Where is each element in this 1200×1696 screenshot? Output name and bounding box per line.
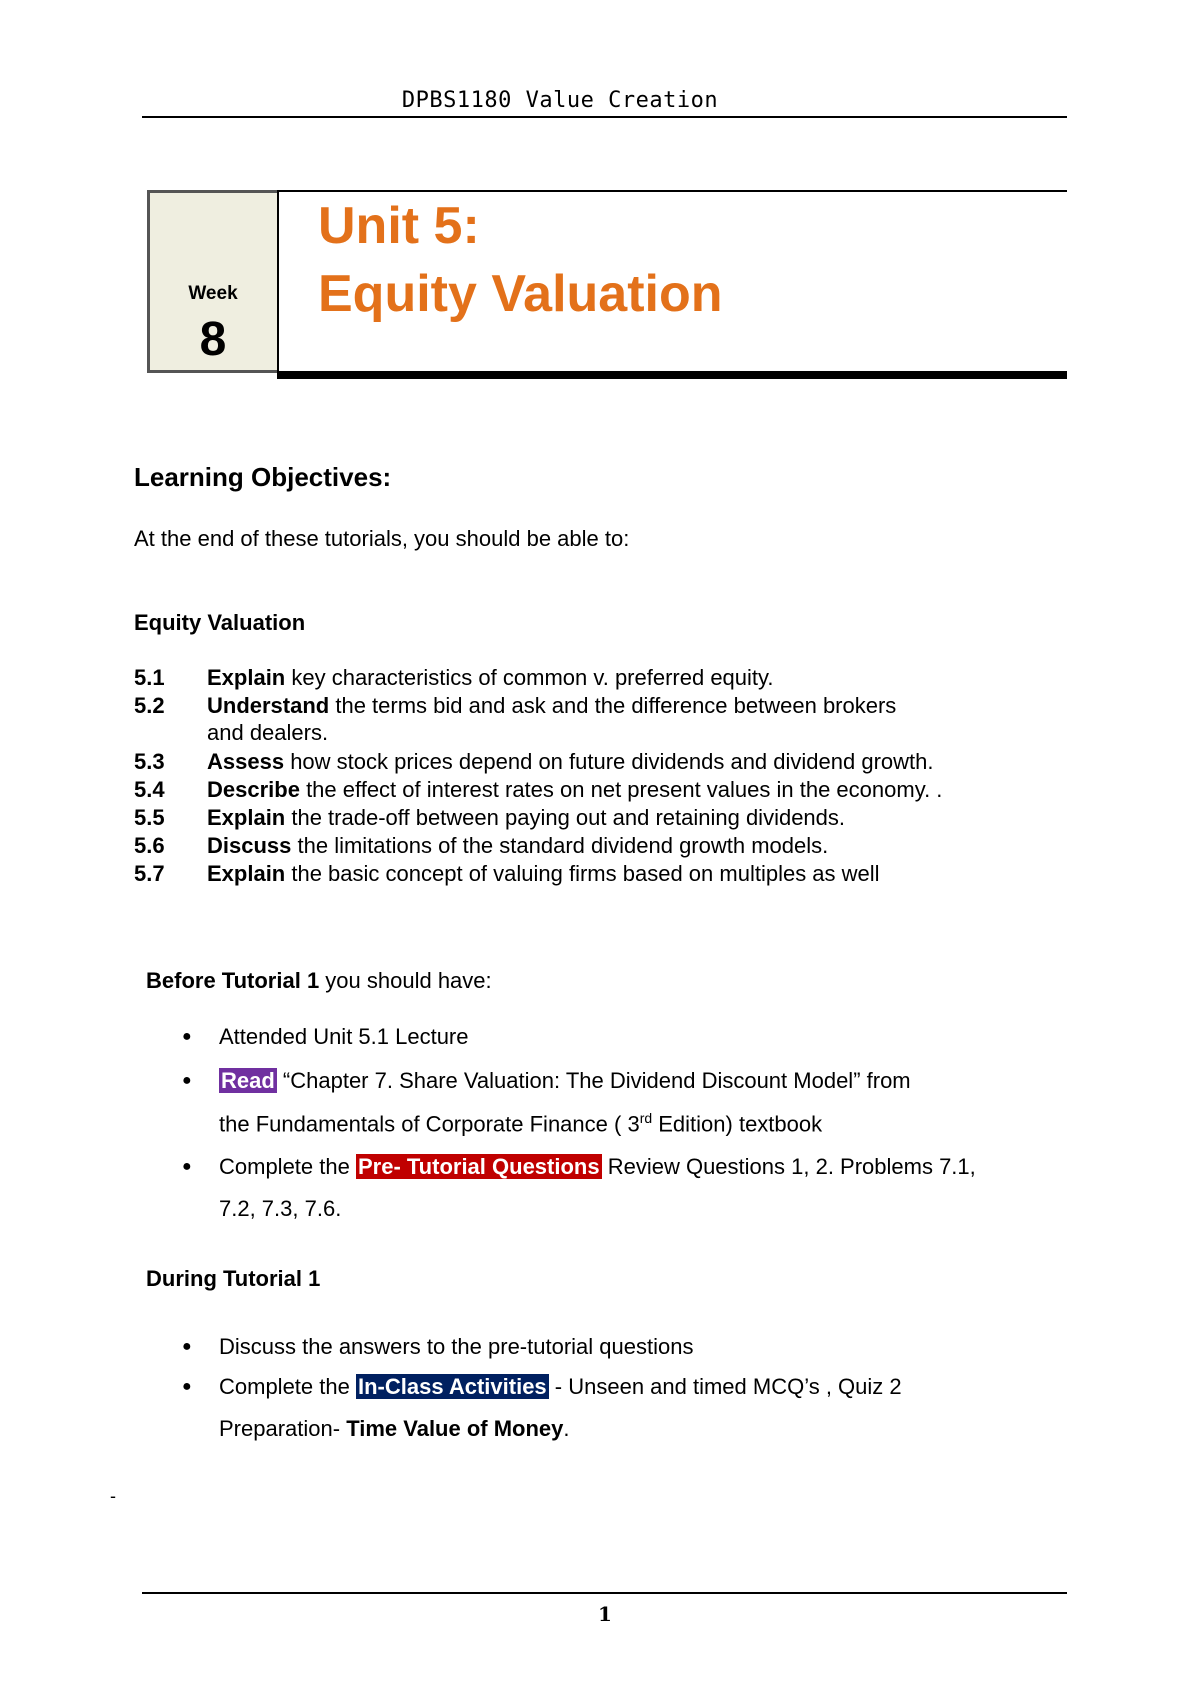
footer-rule [142, 1592, 1067, 1594]
bullet-dot-icon: ● [182, 1338, 192, 1355]
list-item-continuation [219, 1110, 822, 1137]
list-item-text: Preparation- [219, 1416, 347, 1441]
objective-number: 5.2 [134, 693, 165, 718]
bullet-dot-icon: ● [182, 1378, 192, 1395]
objective-verb: Explain [207, 665, 286, 690]
list-item-text: the Fundamentals of Corporate Finance ( 3 [219, 1111, 640, 1137]
objective-text: key characteristics of common v. preferred equity. [285, 665, 774, 690]
page-number: 1 [598, 1602, 612, 1626]
banner-left-rule [277, 190, 279, 373]
running-header: DPBS1180 Value Creation [401, 88, 719, 113]
week-number: 8 [199, 313, 227, 366]
bullet-dot-icon: ● [182, 1072, 192, 1089]
list-item-bold: Time Value of Money [346, 1416, 564, 1441]
list-item: Discuss the answers to the pre-tutorial questions [219, 1334, 694, 1359]
list-item-text: Complete the [219, 1374, 356, 1399]
list-item-text: “Chapter 7. Share Valuation: The Dividend Discount Model” from [276, 1068, 911, 1093]
list-item: Attended Unit 5.1 Lecture [219, 1024, 469, 1049]
objective-text: the limitations of the standard dividend growth models. [291, 833, 829, 858]
objective-verb: Explain [207, 861, 286, 886]
objective-text: the trade-off between paying out and retaining dividends. [285, 805, 846, 830]
objective-number: 5.7 [134, 861, 165, 886]
list-item-text: - Unseen and timed MCQ’s , Quiz 2 [548, 1374, 902, 1399]
objective-text: how stock prices depend on future dividends and dividend growth. [284, 749, 934, 774]
learning-objectives-intro: At the end of these tutorials, you should be able to: [134, 526, 630, 551]
in-class-highlight: In-Class Activities [357, 1374, 547, 1399]
unit-title-line1: Unit 5: [318, 197, 480, 255]
objective-number: 5.5 [134, 805, 165, 830]
objective-number: 5.4 [134, 777, 165, 802]
objective-verb: Describe [207, 777, 300, 802]
banner-bottom-rule [277, 371, 1067, 379]
objective-verb: Discuss [207, 833, 292, 858]
list-item-continuation [219, 1416, 570, 1442]
during-tutorial-heading: During Tutorial 1 [146, 1266, 321, 1291]
list-item-text: Edition) textbook [652, 1111, 823, 1137]
objective-verb: Explain [207, 805, 286, 830]
list-item [219, 1068, 911, 1094]
objective-continuation: and dealers. [207, 720, 329, 745]
list-item-text: Review Questions 1, 2. Problems 7.1, [601, 1154, 976, 1179]
before-tutorial-heading [146, 968, 492, 994]
objective-number: 5.3 [134, 749, 165, 774]
objective-text: the basic concept of valuing firms based on multiples as well [285, 861, 880, 886]
list-item-continuation: 7.2, 7.3, 7.6. [219, 1196, 342, 1221]
read-highlight: Read [221, 1068, 275, 1093]
bullet-dot-icon: ● [182, 1028, 192, 1045]
learning-objectives-heading: Learning Objectives: [134, 462, 392, 492]
list-item-text: . [563, 1416, 570, 1441]
pre-tutorial-highlight: Pre- Tutorial Questions [357, 1154, 600, 1179]
list-item [219, 1154, 976, 1180]
objective-number: 5.1 [134, 665, 165, 690]
bullet-dot-icon: ● [182, 1158, 192, 1175]
unit-title-line2: Equity Valuation [318, 265, 723, 323]
objective-verb: Understand [207, 693, 330, 718]
section-heading: Equity Valuation [134, 610, 306, 635]
list-item-text: Complete the [219, 1154, 356, 1179]
week-label: Week [188, 283, 238, 304]
banner-top-rule [277, 190, 1067, 192]
stray-dash: - [110, 1486, 116, 1506]
header-rule [142, 116, 1067, 118]
before-tutorial-heading-bold: Before Tutorial 1 [146, 968, 320, 993]
objective-text: the effect of interest rates on net present values in the economy. . [299, 777, 943, 802]
before-tutorial-heading-rest: you should have: [319, 968, 492, 993]
superscript: rd [639, 1110, 653, 1126]
list-item [219, 1374, 902, 1400]
objective-verb: Assess [207, 749, 285, 774]
objective-number: 5.6 [134, 833, 165, 858]
objective-text: the terms bid and ask and the difference between brokers [329, 693, 897, 718]
